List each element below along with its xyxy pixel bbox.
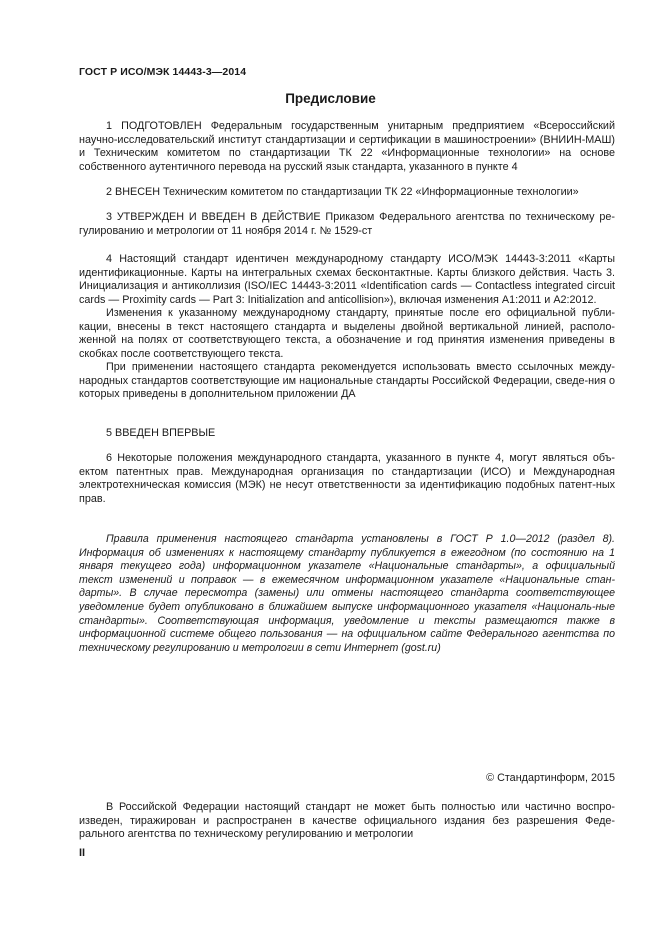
page-title: Предисловие bbox=[285, 91, 376, 106]
section-6 bbox=[79, 452, 615, 506]
copyright-notice: © Стандартинформ, 2015 bbox=[486, 772, 615, 784]
section-4-paragraph-2: Изменения к указанному международному стандарту, принятые после его официальной публи-кации, внесены в текст настоящего стандарта и выделены двойной вертикальной линией, располо-женной на полях от соответствующего текста, а обозначение и год принятия изменения приведены в скобках после соответствующего текста. bbox=[79, 307, 615, 360]
section-1-text: 1 ПОДГОТОВЛЕН Федеральным государственным унитарным предприятием «Всероссийский научно-исследовательский институт стандартизации и сертификации в машиностроении» (ВНИИН-МАШ) и Техническим комитетом по стандартизации ТК 22 «Информационные технологии» на основе собственного аутентичного перевода на русский язык стандарта, указанного в пункте 4 bbox=[79, 120, 615, 173]
section-4-paragraph-1: 4 Настоящий стандарт идентичен международному стандарту ИСО/МЭК 14443-3:2011 «Карты идентификационные. Карты на интегральных схемах бесконтактные. Карты близкого действия. Часть 3. Инициализация и антиколлизия (ISO/IEC 14443-3:2011 «Identification cards — Contactless integrated circuit cards — Proximity cards — Part 3: Initialization and anticollision»), включая изменения А1:2011 и А2:2012. bbox=[79, 253, 615, 306]
section-4 bbox=[79, 253, 615, 402]
section-1 bbox=[79, 120, 615, 174]
section-6-text: 6 Некоторые положения международного стандарта, указанного в пункте 4, могут являться объ-ектом патентных прав. Международная организация по стандартизации (ИСО) и Международная электротехническая комиссия (МЭК) не несут ответственности за идентификацию подобных патент-ных прав. bbox=[79, 452, 615, 505]
reproduction-notice-text: В Российской Федерации настоящий стандарт не может быть полностью или частично воспро-изведен, тиражирован и распространен в качестве официального издания без разрешения Феде-рального агентства по техническому регулированию и метрологии bbox=[79, 801, 615, 840]
section-4-paragraph-3: При применении настоящего стандарта рекомендуется использовать вместо ссылочных между-народных стандартов соответствующие им национальные стандарты Российской Федерации, сведе-ния о которых приведены в дополнительном приложении ДА bbox=[79, 361, 615, 400]
section-5-text: 5 ВВЕДЕН ВПЕРВЫЕ bbox=[106, 427, 216, 439]
section-3-text: 3 УТВЕРЖДЕН И ВВЕДЕН В ДЕЙСТВИЕ Приказом Федерального агентства по техническому ре-гулированию и метрологии от 11 ноября 2014 г. № 1529-ст bbox=[79, 211, 615, 237]
section-2 bbox=[79, 186, 615, 200]
usage-notice-text: Правила применения настоящего стандарта установлены в ГОСТ Р 1.0—2012 (раздел 8). Информация об изменениях к настоящему стандарту публикуется в ежегодном (по состоянию на 1 января текущего года) информационном указателе «Национальные стандарты», а официальный текст изменений и поправок — в ежемесячном информационном указателе «Национальные стан-дарты». В случае пересмотра (замены) или отмены настоящего стандарта соответствующее уведомление будет опубликовано в ближайшем выпуске информационного указателя «Националь-ные стандарты». Соответствующая информация, уведомление и тексты размещаются также в информационной системе общего пользования — на официальном сайте Федерального агентства по техническому регулированию и метрологии в сети Интернет (gost.ru) bbox=[79, 533, 615, 654]
usage-notice bbox=[79, 533, 615, 655]
reproduction-notice bbox=[79, 801, 615, 842]
section-3 bbox=[79, 211, 615, 238]
section-5 bbox=[79, 427, 615, 441]
page-number: II bbox=[79, 847, 86, 859]
document-code-header: ГОСТ Р ИСО/МЭК 14443-3—2014 bbox=[79, 66, 247, 78]
section-2-text: 2 ВНЕСЕН Техническим комитетом по стандартизации ТК 22 «Информационные технологии» bbox=[106, 186, 579, 198]
